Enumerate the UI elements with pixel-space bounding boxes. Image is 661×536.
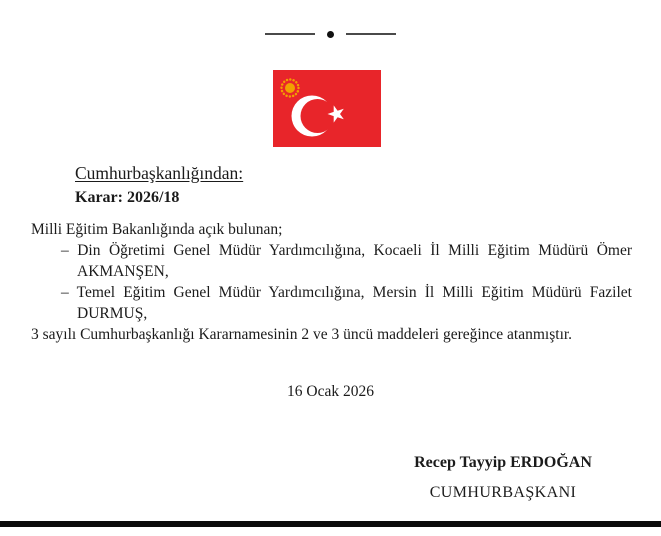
appointment-item: – Temel Eğitim Genel Müdür Yardımcılığına, Mersin İl Milli Eğitim Müdürü Fazilet DURMUŞ,: [61, 284, 632, 322]
appointment-item: – Din Öğretimi Genel Müdür Yardımcılığına, Kocaeli İl Milli Eğitim Müdürü Ömer AKMANŞEN,: [61, 242, 632, 280]
divider-rule-right: [346, 33, 396, 35]
issuer-heading: Cumhurbaşkanlığından:: [75, 163, 244, 183]
flag-svg: [273, 70, 381, 147]
turkish-presidential-flag-icon: [273, 70, 381, 147]
decision-body: [31, 219, 632, 345]
signature-name: Recep Tayyip ERDOĞAN: [414, 454, 592, 471]
decision-date: 16 Ocak 2026: [287, 383, 374, 400]
divider-dot-icon: [327, 31, 334, 38]
signature-block: [375, 453, 631, 503]
sun-icon: [285, 83, 295, 93]
crescent-inner-icon: [301, 99, 335, 133]
decision-number: Karar: 2026/18: [75, 189, 180, 206]
bottom-rule: [0, 521, 661, 527]
ornamental-divider: [0, 30, 661, 38]
divider-rule-left: [265, 33, 315, 35]
body-intro: Milli Eğitim Bakanlığında açık bulunan;: [31, 221, 283, 238]
body-closing: 3 sayılı Cumhurbaşkanlığı Kararnamesinin 2 ve 3 üncü maddeleri gereğince atanmıştır.: [31, 326, 573, 343]
signature-title: CUMHURBAŞKANI: [429, 484, 577, 501]
